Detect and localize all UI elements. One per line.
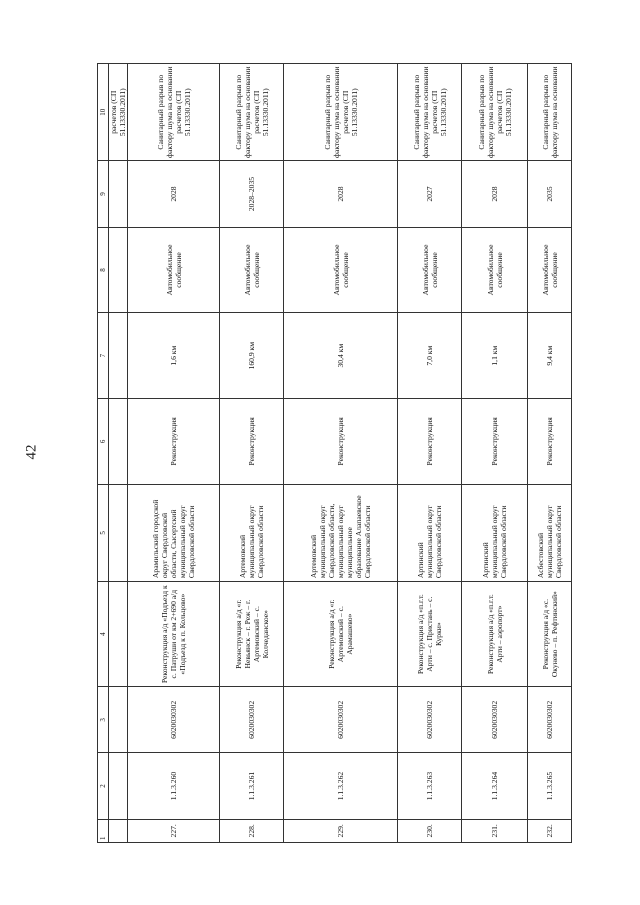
oktmo-cell: 6020030302	[284, 687, 398, 753]
oktmo-cell: 6020030302	[398, 687, 462, 753]
table-cell	[109, 161, 128, 227]
objects-table	[97, 63, 572, 843]
column-number: 10	[98, 64, 109, 161]
oktmo-cell: 6020030302	[462, 687, 528, 753]
oktmo-cell: 6020030302	[220, 687, 284, 753]
purpose-cell: Автомобильное сообщение	[284, 227, 398, 313]
table-cell	[109, 819, 128, 842]
object-name-cell: Реконструкция а/д «г. Артемовский – с. Арамашево»	[284, 582, 398, 687]
object-name-cell: Реконструкция а/д «Подъезд к с. Патруши от км 2+690 а/д «Подъезд к п. Кольцово»	[128, 582, 220, 687]
length-cell: 7,0 км	[398, 313, 462, 399]
location-cell: Арамильский городской округ Свердловской области, Сысертский муниципальный округ Свердловской области	[128, 484, 220, 581]
rotated-table-container	[97, 63, 571, 843]
column-number: 3	[98, 687, 109, 753]
column-number: 2	[98, 753, 109, 819]
work-type-cell: Реконструкция	[528, 399, 572, 485]
location-cell: Асбестовский муниципальный округ Свердловской области	[528, 484, 572, 581]
length-cell: 1,6 км	[128, 313, 220, 399]
sanitary-zone-cell: Санитарный разрыв по фактору шума на основании расчетов (СП 51.13330.2011)	[284, 64, 398, 161]
table-row	[398, 64, 462, 843]
purpose-cell: Автомобильное сообщение	[462, 227, 528, 313]
code-cell: 1.1.3.260	[128, 753, 220, 819]
column-number: 8	[98, 227, 109, 313]
oktmo-cell: 6020030302	[128, 687, 220, 753]
object-name-cell: Реконструкция а/д «с. Окунево – п. Рефтинский»	[528, 582, 572, 687]
object-name-cell: Реконструкция а/д «п.г.т. Арти – с. Пристань – с. Курки»	[398, 582, 462, 687]
length-cell: 9,4 км	[528, 313, 572, 399]
table-row	[462, 64, 528, 843]
year-cell: 2027	[398, 161, 462, 227]
column-number: 4	[98, 582, 109, 687]
purpose-cell: Автомобильное сообщение	[528, 227, 572, 313]
object-name-cell: Реконструкция а/д «г. Невьянск – г. Реж – г. Артемовский – с. Колчеданское»	[220, 582, 284, 687]
column-number: 5	[98, 484, 109, 581]
row-number-cell: 230.	[398, 819, 462, 842]
work-type-cell: Реконструкция	[128, 399, 220, 485]
table-cell	[109, 582, 128, 687]
table-cell	[109, 313, 128, 399]
length-cell: 1,1 км	[462, 313, 528, 399]
table-row	[284, 64, 398, 843]
column-number: 1	[98, 819, 109, 842]
location-cell: Артемовский муниципальный округ Свердловской области, муниципальный округ муниципальное образование Алапаевское Свердловской области	[284, 484, 398, 581]
column-number: 9	[98, 161, 109, 227]
purpose-cell: Автомобильное сообщение	[128, 227, 220, 313]
row-number-cell: 228.	[220, 819, 284, 842]
row-number-cell: 232.	[528, 819, 572, 842]
work-type-cell: Реконструкция	[462, 399, 528, 485]
column-number-row	[98, 64, 109, 843]
table-cell	[109, 484, 128, 581]
code-cell: 1.1.3.264	[462, 753, 528, 819]
page-number: 42	[23, 444, 40, 460]
row-number-cell: 227.	[128, 819, 220, 842]
year-cell: 2028–2035	[220, 161, 284, 227]
row-number-cell: 229.	[284, 819, 398, 842]
location-cell: Артинский муниципальный округ Свердловской области	[462, 484, 528, 581]
length-cell: 30,4 км	[284, 313, 398, 399]
code-cell: 1.1.3.263	[398, 753, 462, 819]
column-number: 7	[98, 313, 109, 399]
purpose-cell: Автомобильное сообщение	[220, 227, 284, 313]
table-row	[528, 64, 572, 843]
sanitary-zone-cell: расчетов (СП 51.13330.2011)	[109, 64, 128, 161]
code-cell: 1.1.3.265	[528, 753, 572, 819]
table-cell	[109, 399, 128, 485]
work-type-cell: Реконструкция	[284, 399, 398, 485]
sanitary-zone-cell: Санитарный разрыв по фактору шума на основании расчетов (СП 51.13330.2011)	[398, 64, 462, 161]
table-row	[128, 64, 220, 843]
sanitary-zone-cell: Санитарный разрыв по фактору шума на основании расчетов (СП 51.13330.2011)	[220, 64, 284, 161]
year-cell: 2028	[462, 161, 528, 227]
row-number-cell: 231.	[462, 819, 528, 842]
year-cell: 2035	[528, 161, 572, 227]
work-type-cell: Реконструкция	[398, 399, 462, 485]
table-row	[220, 64, 284, 843]
location-cell: Артемовский муниципальный округ Свердловской области	[220, 484, 284, 581]
sanitary-zone-cell: Санитарный разрыв по фактору шума на основании расчетов (СП 51.13330.2011)	[128, 64, 220, 161]
column-number: 6	[98, 399, 109, 485]
table-cell	[109, 687, 128, 753]
sanitary-zone-cell: Санитарный разрыв по фактору шума на основании расчетов (СП 51.13330.2011)	[462, 64, 528, 161]
year-cell: 2028	[128, 161, 220, 227]
year-cell: 2028	[284, 161, 398, 227]
location-cell: Артинский муниципальный округ Свердловской области	[398, 484, 462, 581]
table-cell	[109, 227, 128, 313]
table-cell	[109, 753, 128, 819]
purpose-cell: Автомобильное сообщение	[398, 227, 462, 313]
oktmo-cell: 6020030302	[528, 687, 572, 753]
code-cell: 1.1.3.262	[284, 753, 398, 819]
length-cell: 160,9 км	[220, 313, 284, 399]
object-name-cell: Реконструкция а/д «п.г.т. Арти – аэропорт»	[462, 582, 528, 687]
sanitary-zone-cell: Санитарный разрыв по фактору шума на основании	[528, 64, 572, 161]
continuation-row	[109, 64, 128, 843]
code-cell: 1.1.3.261	[220, 753, 284, 819]
work-type-cell: Реконструкция	[220, 399, 284, 485]
